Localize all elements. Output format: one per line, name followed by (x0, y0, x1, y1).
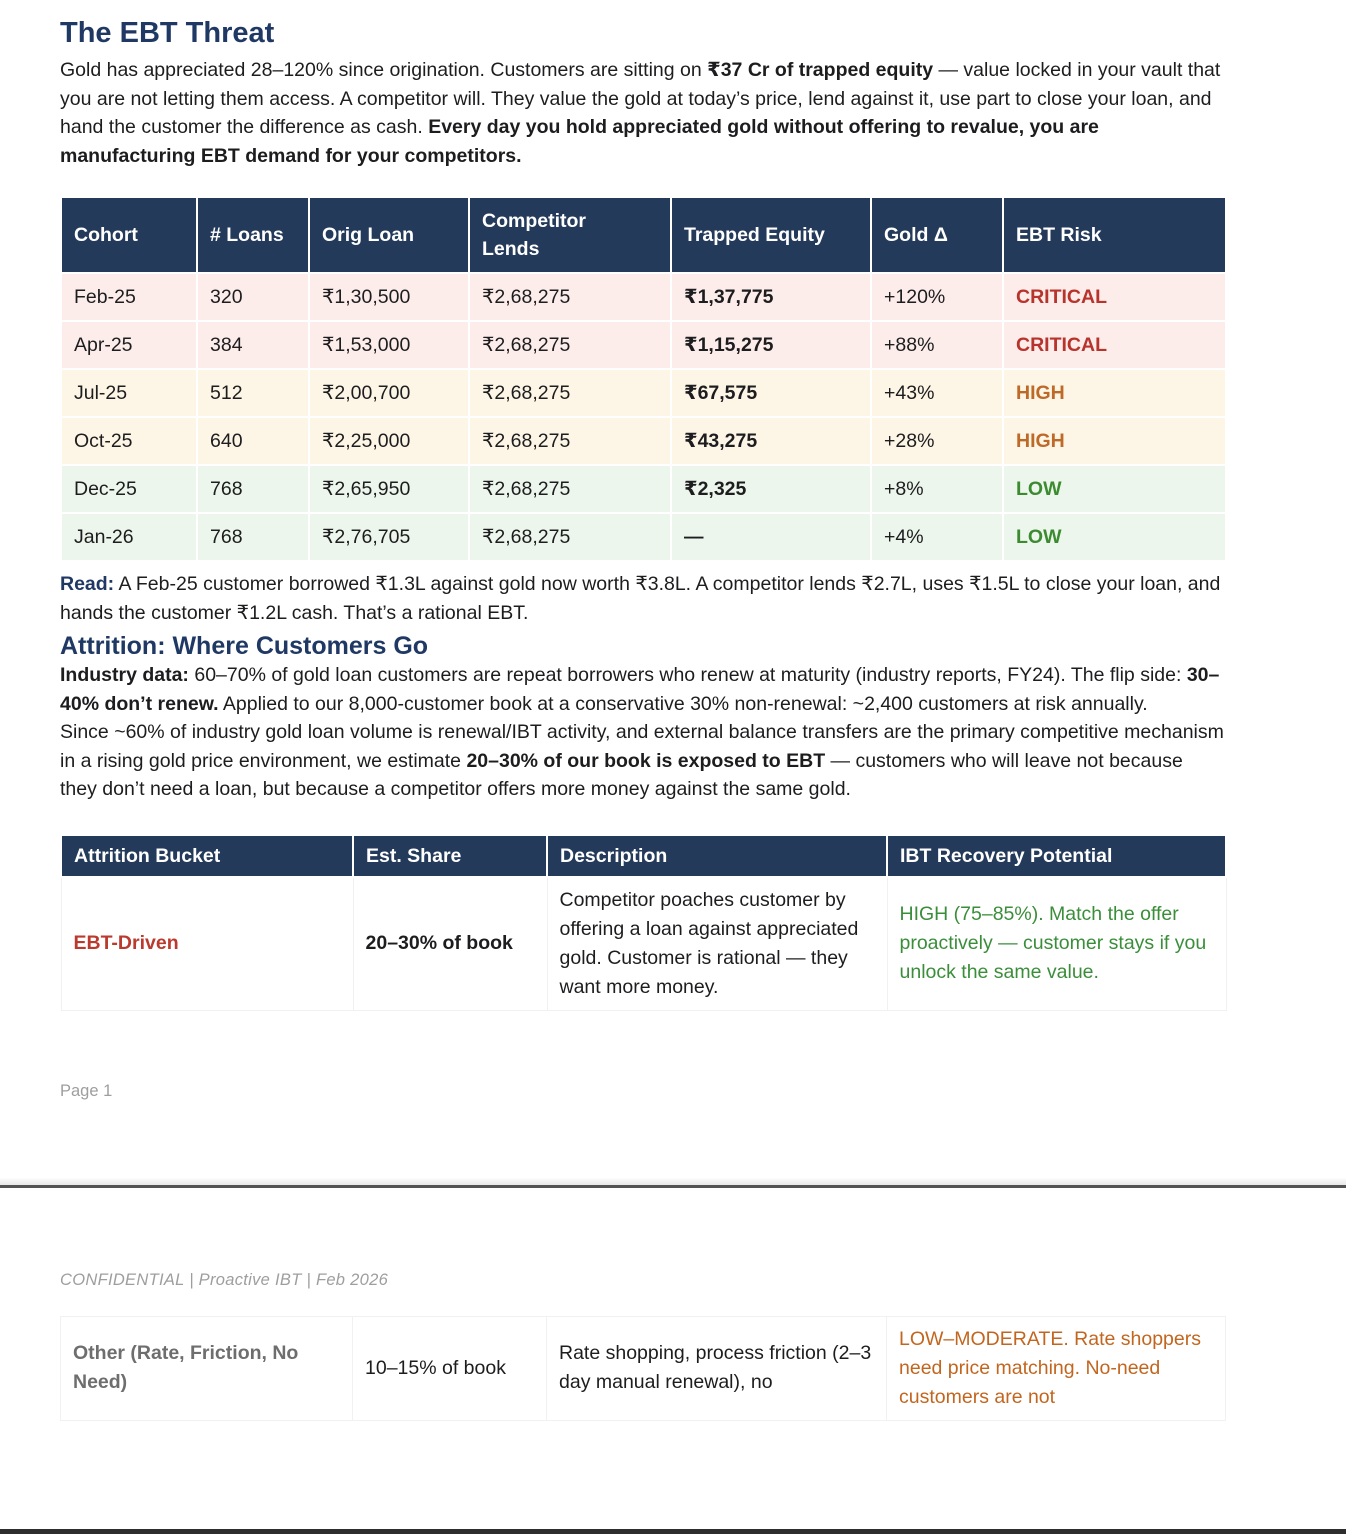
text-segment: — customers who will leave not because they don’t need a loan, but because a competitor offers more money against the same gold. (60, 749, 1183, 800)
read-note (60, 570, 1225, 627)
est-share-cell: 10–15% of book (353, 1316, 547, 1420)
cohort-cell: Apr-25 (61, 321, 197, 369)
text-segment: Applied to our 8,000-customer book at a conservative 30% non-renewal: ~2,400 customers at risk annually. (218, 692, 1148, 715)
ebt-risk-cell: LOW (1003, 465, 1226, 513)
orig-loan-cell: ₹1,30,500 (309, 273, 469, 321)
competitor-lends-cell: ₹2,68,275 (469, 369, 671, 417)
text-segment: Gold has appreciated 28–120% since origination. Customers are sitting on (60, 59, 708, 81)
column-header-ebt-risk: EBT Risk (1003, 197, 1226, 273)
confidential-footer: CONFIDENTIAL | Proactive IBT | Feb 2026 (60, 1270, 389, 1289)
table-row (61, 321, 1226, 369)
ebt-risk-cell: HIGH (1003, 417, 1226, 465)
page-break-divider (0, 1178, 1346, 1188)
column-header-description: Description (547, 835, 887, 877)
trapped-equity-cell: ₹1,15,275 (671, 321, 871, 369)
attrition-table-continued (60, 1316, 1226, 1421)
ebt-risk-cell: HIGH (1003, 369, 1226, 417)
page-1-content (0, 16, 1346, 1101)
cohort-cell: Jul-25 (61, 369, 197, 417)
est-share-cell: 20–30% of book (353, 877, 547, 1011)
cohort-cell: Jan-26 (61, 513, 197, 561)
text-segment-bold: 20–30% of our book is exposed to EBT (466, 749, 826, 772)
trapped-equity-cell: ₹67,575 (671, 369, 871, 417)
column-header-competitor-lends (469, 197, 671, 273)
description-cell: Rate shopping, process friction (2–3 day manual renewal), no (547, 1316, 887, 1420)
table-row (61, 877, 1226, 1011)
attrition-heading: Attrition: Where Customers Go (60, 632, 429, 660)
column-header-est-share: Est. Share (353, 835, 547, 877)
orig-loan-cell: ₹2,00,700 (309, 369, 469, 417)
page-number-label: Page 1 (60, 1081, 113, 1100)
gold-delta-cell: +120% (871, 273, 1003, 321)
table-row (61, 273, 1226, 321)
table-row (61, 417, 1226, 465)
intro-paragraph (60, 56, 1225, 170)
cohort-cell: Oct-25 (61, 417, 197, 465)
text-segment: Since ~60% of industry gold loan volume is renewal/IBT activity, and external balance transfers are the primary competitive mechanism in a rising gold price environment, we estimate (60, 721, 1224, 772)
loans-cell: 320 (197, 273, 309, 321)
orig-loan-cell: ₹2,76,705 (309, 513, 469, 561)
column-header-orig-loan: Orig Loan (309, 197, 469, 273)
gold-delta-cell: +28% (871, 417, 1003, 465)
attrition-paragraph-1 (60, 661, 1225, 718)
text-segment: A Feb-25 customer borrowed ₹1.3L against gold now worth ₹3.8L. A competitor lends ₹2.7L, uses ₹1.5L to close your loan, and hands the customer ₹1.2L cash. That’s a rational EBT. (60, 573, 1221, 624)
cohort-cell: Dec-25 (61, 465, 197, 513)
orig-loan-cell: ₹2,25,000 (309, 417, 469, 465)
trapped-equity-cell: — (671, 513, 871, 561)
text-segment-bold: Industry data: (60, 664, 189, 686)
trapped-equity-cell: ₹2,325 (671, 465, 871, 513)
table-row (61, 465, 1226, 513)
window-bottom-edge (0, 1529, 1346, 1534)
attrition-table (60, 834, 1227, 1011)
table-row (61, 369, 1226, 417)
page-2-content (0, 1270, 1346, 1421)
gold-delta-cell: +43% (871, 369, 1003, 417)
ibt-recovery-cell: LOW–MODERATE. Rate shoppers need price matching. No-need customers are not (887, 1316, 1226, 1420)
ibt-recovery-cell: HIGH (75–85%). Match the offer proactively — customer stays if you unlock the same value. (887, 877, 1226, 1011)
attrition-bucket-cell: EBT-Driven (61, 877, 353, 1011)
description-cell: Competitor poaches customer by offering a loan against appreciated gold. Customer is rational — they want more money. (547, 877, 887, 1011)
cohort-table (60, 196, 1227, 562)
attrition-table-header-row (61, 835, 1226, 877)
attrition-paragraph-2 (60, 718, 1225, 804)
cohort-cell: Feb-25 (61, 273, 197, 321)
gold-delta-cell: +8% (871, 465, 1003, 513)
column-header-ibt-recovery: IBT Recovery Potential (887, 835, 1226, 877)
competitor-lends-cell: ₹2,68,275 (469, 417, 671, 465)
loans-cell: 512 (197, 369, 309, 417)
ebt-risk-cell: CRITICAL (1003, 273, 1226, 321)
page-title: The EBT Threat (60, 17, 275, 49)
text-segment: 60–70% of gold loan customers are repeat borrowers who renew at maturity (industry reports, FY24). The flip side: (188, 664, 1187, 686)
cohort-table-header-row (61, 197, 1226, 273)
trapped-equity-cell: ₹1,37,775 (671, 273, 871, 321)
ebt-risk-cell: CRITICAL (1003, 321, 1226, 369)
table-row (61, 1316, 1226, 1420)
loans-cell: 384 (197, 321, 309, 369)
competitor-lends-cell: ₹2,68,275 (469, 321, 671, 369)
orig-loan-cell: ₹1,53,000 (309, 321, 469, 369)
trapped-equity-cell: ₹43,275 (671, 417, 871, 465)
text-segment-bold: 30–40% don’t renew. (60, 664, 1220, 715)
header-label: Competitor Lends (482, 210, 586, 260)
text-segment-bold: Every day you hold appreciated gold without offering to revalue, you are manufacturing EBT demand for your competitors. (60, 116, 1099, 167)
read-label: Read: (60, 573, 115, 595)
loans-cell: 640 (197, 417, 309, 465)
column-header-cohort: Cohort (61, 197, 197, 273)
ebt-risk-cell: LOW (1003, 513, 1226, 561)
text-segment-bold: ₹37 Cr of trapped equity (707, 59, 934, 81)
competitor-lends-cell: ₹2,68,275 (469, 465, 671, 513)
gold-delta-cell: +4% (871, 513, 1003, 561)
table-row (61, 513, 1226, 561)
column-header-trapped-equity: Trapped Equity (671, 197, 871, 273)
text-segment: — value locked in your vault that you are not letting them access. A competitor will. They value the gold at today’s price, lend against it, use part to close your loan, and hand the customer the difference as cash. (60, 59, 1221, 138)
competitor-lends-cell: ₹2,68,275 (469, 273, 671, 321)
loans-cell: 768 (197, 513, 309, 561)
competitor-lends-cell: ₹2,68,275 (469, 513, 671, 561)
column-header-gold-delta: Gold Δ (871, 197, 1003, 273)
gold-delta-cell: +88% (871, 321, 1003, 369)
loans-cell: 768 (197, 465, 309, 513)
column-header-attrition-bucket: Attrition Bucket (61, 835, 353, 877)
column-header-loans: # Loans (197, 197, 309, 273)
attrition-bucket-cell: Other (Rate, Friction, No Need) (61, 1316, 353, 1420)
orig-loan-cell: ₹2,65,950 (309, 465, 469, 513)
